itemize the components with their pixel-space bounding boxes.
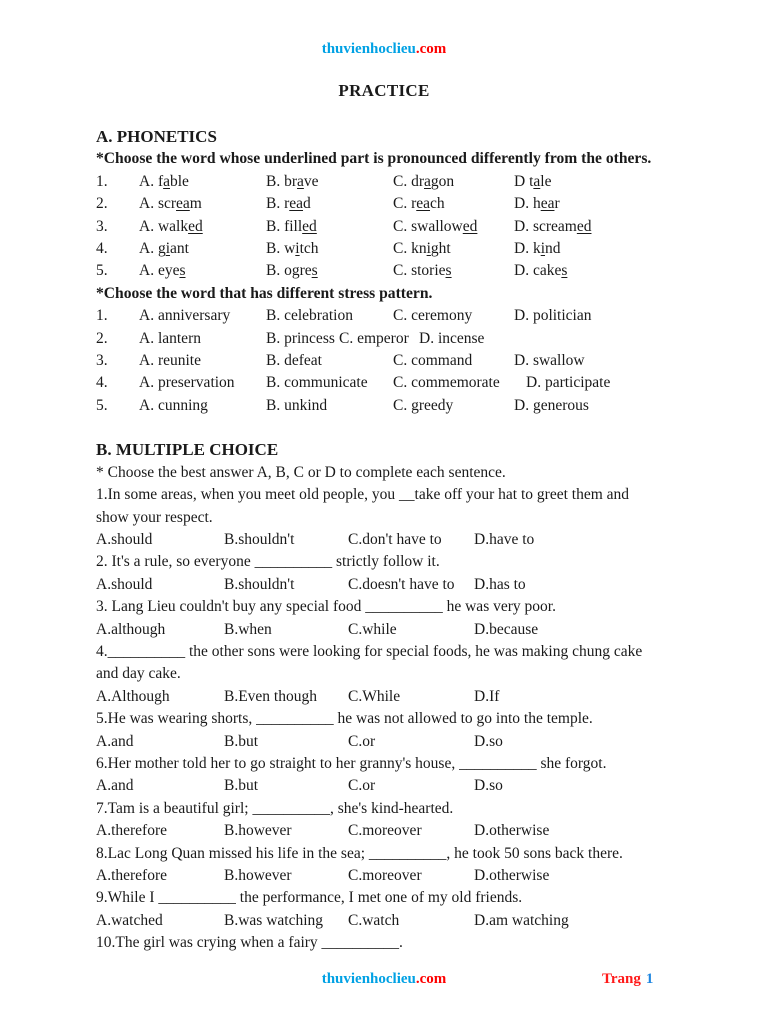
option-cell: A.watched: [96, 911, 163, 929]
page-header: [0, 41, 768, 58]
options-row: [96, 193, 744, 215]
option-cell: D.am watching: [474, 911, 569, 929]
option-cell: A.and: [96, 777, 134, 795]
option-cell: A. eyes: [139, 262, 186, 280]
option-cell: C.watch: [348, 911, 400, 929]
option-cell: D. cakes: [514, 262, 568, 280]
options-row: [96, 395, 744, 417]
option-cell: A.Although: [96, 687, 170, 705]
option-cell: C. commemorate: [393, 374, 500, 392]
option-cell: C.while: [348, 620, 397, 638]
option-cell: A. cunning: [139, 396, 208, 414]
option-cell: C.doesn't have to: [348, 575, 455, 593]
option-cell: B.shouldn't: [224, 575, 295, 593]
option-cell: D. swallow: [514, 351, 585, 369]
question-text: 3. Lang Lieu couldn't buy any special food __________ he was very poor.: [96, 598, 556, 616]
option-cell: B. celebration: [266, 307, 353, 325]
option-cell: C.or: [348, 732, 376, 750]
option-cell: C.moreover: [348, 866, 422, 884]
question-number: 5.: [96, 396, 108, 414]
option-cell: D.have to: [474, 531, 535, 549]
option-cell: B.shouldn't: [224, 531, 295, 549]
option-cell: C. swallowed: [393, 217, 478, 235]
question-number: 3.: [96, 351, 108, 369]
option-cell: B.was watching: [224, 911, 324, 929]
footer-site-domain[interactable]: .com: [415, 971, 447, 987]
options-row: [96, 328, 744, 350]
option-cell: D. generous: [514, 396, 589, 414]
question-number: 2.: [96, 195, 108, 213]
section-heading: A. PHONETICS: [96, 127, 217, 146]
option-cell: C. greedy: [393, 396, 454, 414]
option-cell: A. scream: [139, 195, 202, 213]
options-row: [96, 619, 744, 641]
question-text: * Choose the best answer A, B, C or D to complete each sentence.: [96, 463, 506, 481]
option-cell: C. reach: [393, 195, 445, 213]
option-cell: C. stories: [393, 262, 452, 280]
page-title: PRACTICE: [338, 81, 430, 100]
options-row: [96, 260, 744, 282]
option-cell: A.although: [96, 620, 166, 638]
options-row: [96, 529, 744, 551]
option-cell: A. lantern: [139, 329, 201, 347]
option-cell: D.because: [474, 620, 539, 638]
options-row: [96, 775, 744, 797]
question-number: 1.: [96, 307, 108, 325]
question-text: 7.Tam is a beautiful girl; __________, she's kind-hearted.: [96, 799, 454, 817]
option-cell: B. unkind: [266, 396, 328, 414]
question-number: 1.: [96, 172, 108, 190]
question-text: 2. It's a rule, so everyone __________ strictly follow it.: [96, 553, 440, 571]
option-cell: D.If: [474, 687, 500, 705]
question-number: 5.: [96, 262, 108, 280]
question-text: show your respect.: [96, 508, 213, 526]
question-text: 6.Her mother told her to go straight to her granny's house, __________ she forgot.: [96, 754, 607, 772]
option-cell: C. knight: [393, 239, 451, 257]
option-cell: D.so: [474, 777, 503, 795]
option-cell: C.or: [348, 777, 376, 795]
option-cell: C.While: [348, 687, 401, 705]
page-label: Trang: [602, 971, 641, 987]
option-cell: D.otherwise: [474, 822, 550, 840]
option-cell: B. communicate: [266, 374, 368, 392]
option-cell: B.but: [224, 777, 259, 795]
options-row: [96, 574, 744, 596]
option-cell: D. screamed: [514, 217, 592, 235]
option-cell: A. walked: [139, 217, 203, 235]
instruction-line: *Choose the word that has different stress pattern.: [96, 284, 433, 302]
question-text: 1.In some areas, when you meet old people, you __take off your hat to greet them and: [96, 486, 630, 504]
options-row: [96, 910, 744, 932]
question-text: 8.Lac Long Quan missed his life in the sea; __________, he took 50 sons back there.: [96, 844, 623, 862]
question-number: 2.: [96, 329, 108, 347]
options-row: [96, 305, 744, 327]
option-cell: B. filled: [266, 217, 317, 235]
option-cell: B.however: [224, 866, 292, 884]
options-row: [96, 216, 744, 238]
section-heading: B. MULTIPLE CHOICE: [96, 440, 279, 460]
option-cell: B. witch: [266, 239, 319, 257]
header-site-name[interactable]: thuvienhoclieu: [321, 41, 416, 57]
blank-line: [96, 417, 744, 439]
option-cell: D.so: [474, 732, 503, 750]
option-cell: D.otherwise: [474, 866, 550, 884]
option-cell: A.should: [96, 531, 153, 549]
option-cell: B. brave: [266, 172, 319, 190]
option-cell: B. defeat: [266, 351, 322, 369]
option-cell: C.don't have to: [348, 531, 442, 549]
option-cell: D. hear: [514, 195, 560, 213]
footer-page-indicator: [602, 971, 653, 988]
question-number: 4.: [96, 374, 108, 392]
options-row: [96, 865, 744, 887]
question-number: 3.: [96, 217, 108, 235]
option-cell: A. giant: [139, 239, 189, 257]
option-cell: C. ceremony: [393, 307, 473, 325]
option-cell: B.but: [224, 732, 259, 750]
question-text: and day cake.: [96, 665, 181, 683]
footer-site-name[interactable]: thuvienhoclieu: [321, 971, 416, 987]
question-text: 5.He was wearing shorts, __________ he was not allowed to go into the temple.: [96, 710, 593, 728]
question-number: 4.: [96, 239, 108, 257]
option-cell: C.moreover: [348, 822, 422, 840]
option-cell: B.Even though: [224, 687, 317, 705]
question-text: 10.The girl was crying when a fairy __________.: [96, 934, 403, 952]
options-row: [96, 171, 744, 193]
option-cell: B. princess: [266, 329, 335, 347]
options-row: [96, 238, 744, 260]
option-cell: A.therefore: [96, 822, 167, 840]
options-row: [96, 731, 744, 753]
options-row: [96, 820, 744, 842]
option-cell: A.should: [96, 575, 153, 593]
question-text: 4.__________ the other sons were looking for special foods, he was making chung cake: [96, 642, 643, 660]
page-number: 1: [645, 971, 654, 987]
options-row: [96, 686, 744, 708]
header-site-domain[interactable]: .com: [415, 41, 447, 57]
option-cell: D.has to: [474, 575, 526, 593]
option-cell: B.when: [224, 620, 272, 638]
header-site-link[interactable]: [322, 41, 447, 57]
option-cell: A. fable: [139, 172, 189, 190]
option-cell: A. reunite: [139, 351, 201, 369]
options-row: [96, 350, 744, 372]
option-cell: A. preservation: [139, 374, 235, 392]
option-cell: A.and: [96, 732, 134, 750]
option-cell: B. read: [266, 195, 311, 213]
option-cell: C. dragon: [393, 172, 455, 190]
option-cell: D tale: [514, 172, 552, 190]
option-cell: A. anniversary: [139, 307, 231, 325]
instruction-line: *Choose the word whose underlined part is pronounced differently from the others.: [96, 150, 652, 168]
options-row: [96, 372, 744, 394]
option-cell: B.however: [224, 822, 292, 840]
document-body: [96, 126, 744, 954]
option-cell: A.therefore: [96, 866, 167, 884]
footer-site-link[interactable]: [322, 971, 447, 987]
option-cell: D. politician: [514, 307, 592, 325]
option-cell: B. ogres: [266, 262, 318, 280]
option-cell: C. emperor: [339, 329, 409, 347]
option-cell: D. incense: [419, 329, 485, 347]
question-text: 9.While I __________ the performance, I met one of my old friends.: [96, 889, 523, 907]
option-cell: C. command: [393, 351, 473, 369]
option-cell: D. participate: [526, 374, 611, 392]
option-cell: D. kind: [514, 239, 561, 257]
